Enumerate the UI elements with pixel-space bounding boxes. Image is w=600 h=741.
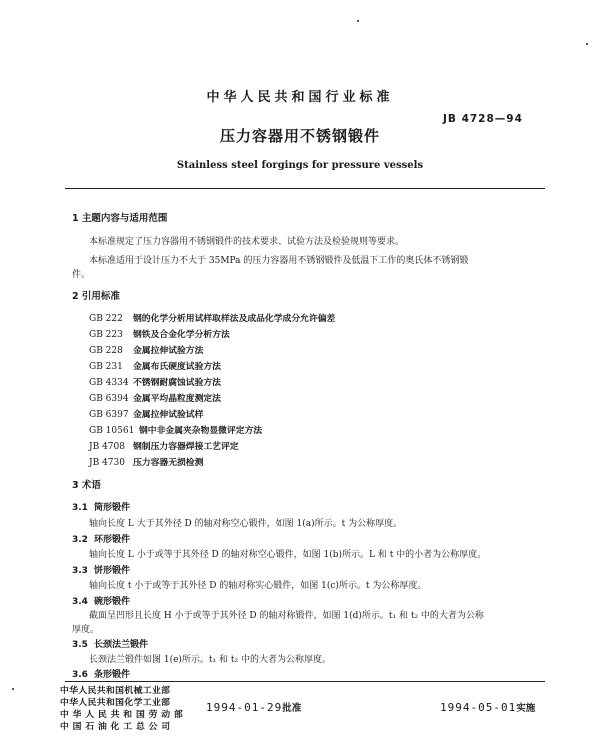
term-number: 3.1 <box>72 503 88 513</box>
approval-date <box>206 700 301 714</box>
reference-title: 金属布氏硬度试验方法 <box>133 362 221 372</box>
section-2-heading: 2 引用标准 <box>72 291 120 302</box>
reference-title: 金属拉伸试验试样 <box>133 410 204 420</box>
term-description: 截面呈凹形且长度 H 小于或等于其外径 D 的轴对称锻件，如图 1(d)所示。t₁ 和 t₂ 中的大者为公称 <box>89 611 484 621</box>
section-1-para-1: 本标准规定了压力容器用不锈钢锻件的技术要求、试验方法及检验规则等要求。 <box>89 237 405 247</box>
term-heading <box>72 532 130 545</box>
reference-code: GB 4334 <box>89 378 129 388</box>
term-name: 饼形锻件 <box>94 566 131 576</box>
term-description: 轴向长度 L 大于其外径 D 的轴对称空心锻件，如图 1(a)所示。t 为公称厚度。 <box>89 519 403 529</box>
term-name: 筒形锻件 <box>94 503 131 513</box>
term-description: 轴向长度 t 小于或等于其外径 D 的轴对称实心锻件，如图 1(c)所示。t 为公称厚度。 <box>89 581 427 591</box>
reference-title: 钢中非金属夹杂物显微评定方法 <box>139 426 263 436</box>
document-title-cn: 压力容器用不锈钢锻件 <box>219 127 380 145</box>
section-1-para-2-line-1: 本标准适用于设计压力不大于 35MPa 的压力容器用不锈钢锻件及低温下工作的奥氏体不锈钢锻 <box>89 256 469 266</box>
section-1-para-2-line-2: 件。 <box>72 270 91 280</box>
term-number: 3.3 <box>72 566 88 576</box>
effective-date <box>440 700 535 714</box>
effective-label: 实施 <box>516 703 536 714</box>
reference-item <box>89 375 221 388</box>
reference-item <box>89 455 203 468</box>
standard-code: JB 4728—94 <box>443 113 523 125</box>
reference-code: GB 231 <box>89 362 123 372</box>
reference-item <box>89 423 262 436</box>
reference-item <box>89 439 239 452</box>
reference-title: 钢制压力容器焊接工艺评定 <box>133 442 239 452</box>
term-number: 3.6 <box>72 670 88 680</box>
reference-code: GB 6397 <box>89 410 129 420</box>
term-heading <box>72 563 130 576</box>
term-description: 长颈法兰锻件如图 1(e)所示。t₁ 和 t₂ 中的大者为公称厚度。 <box>89 655 331 665</box>
effective-date-value: 1994-05-01 <box>440 701 517 714</box>
reference-code: GB 223 <box>89 330 123 340</box>
term-name: 碗形锻件 <box>94 597 131 607</box>
reference-item <box>89 311 335 324</box>
term-number: 3.5 <box>72 640 88 650</box>
reference-title: 钢的化学分析用试样取样法及成品化学成分允许偏差 <box>133 314 336 324</box>
document-title-en: Stainless steel forgings for pressure vessels <box>176 160 424 171</box>
scan-speck <box>357 20 359 22</box>
reference-code: GB 6394 <box>89 394 129 404</box>
term-heading <box>72 594 130 607</box>
reference-code: GB 222 <box>89 314 123 324</box>
reference-item <box>89 407 203 420</box>
reference-item <box>89 391 221 404</box>
approval-date-value: 1994-01-29 <box>206 701 283 714</box>
scan-speck <box>586 43 588 45</box>
issuing-org: 中华人民共和国机械工业部 <box>60 686 171 696</box>
issuing-organizations <box>60 685 183 733</box>
footer-rule <box>65 681 545 682</box>
issuing-org: 中 国 石 油 化 工 总 公 司 <box>60 722 171 732</box>
approval-label: 批准 <box>282 703 302 714</box>
term-name: 长颈法兰锻件 <box>94 640 149 650</box>
reference-title: 压力容器无损检测 <box>133 458 204 468</box>
reference-code: JB 4730 <box>89 458 125 468</box>
reference-title: 金属拉伸试验方法 <box>133 346 204 356</box>
industry-standard-heading: 中华人民共和国行业标准 <box>206 90 394 105</box>
reference-code: JB 4708 <box>89 442 125 452</box>
term-heading <box>72 637 148 650</box>
term-heading <box>72 667 130 680</box>
term-name: 条形锻件 <box>94 670 131 680</box>
reference-code: GB 10561 <box>89 426 135 436</box>
reference-code: GB 228 <box>89 346 123 356</box>
reference-title: 金属平均晶粒度测定法 <box>133 394 221 404</box>
term-description-continued: 厚度。 <box>72 625 100 635</box>
issuing-org: 中 华 人 民 共 和 国 劳 动 部 <box>60 710 184 720</box>
term-heading <box>72 500 130 513</box>
reference-item <box>89 359 221 372</box>
section-1-heading: 1 主题内容与适用范围 <box>72 213 168 224</box>
header-rule <box>65 188 545 189</box>
term-number: 3.4 <box>72 597 88 607</box>
reference-item <box>89 327 230 340</box>
term-name: 环形锻件 <box>94 535 131 545</box>
section-3-heading: 3 术语 <box>72 480 101 491</box>
scan-speck <box>12 688 14 690</box>
issuing-org: 中华人民共和国化学工业部 <box>60 698 171 708</box>
reference-item <box>89 343 203 356</box>
term-description: 轴向长度 L 小于或等于其外径 D 的轴对称空心锻件，如图 1(b)所示。L 和 t 中的小者为公称厚度。 <box>89 550 487 560</box>
reference-title: 钢铁及合金化学分析方法 <box>133 330 230 340</box>
reference-title: 不锈钢耐腐蚀试验方法 <box>133 378 221 388</box>
term-number: 3.2 <box>72 535 88 545</box>
